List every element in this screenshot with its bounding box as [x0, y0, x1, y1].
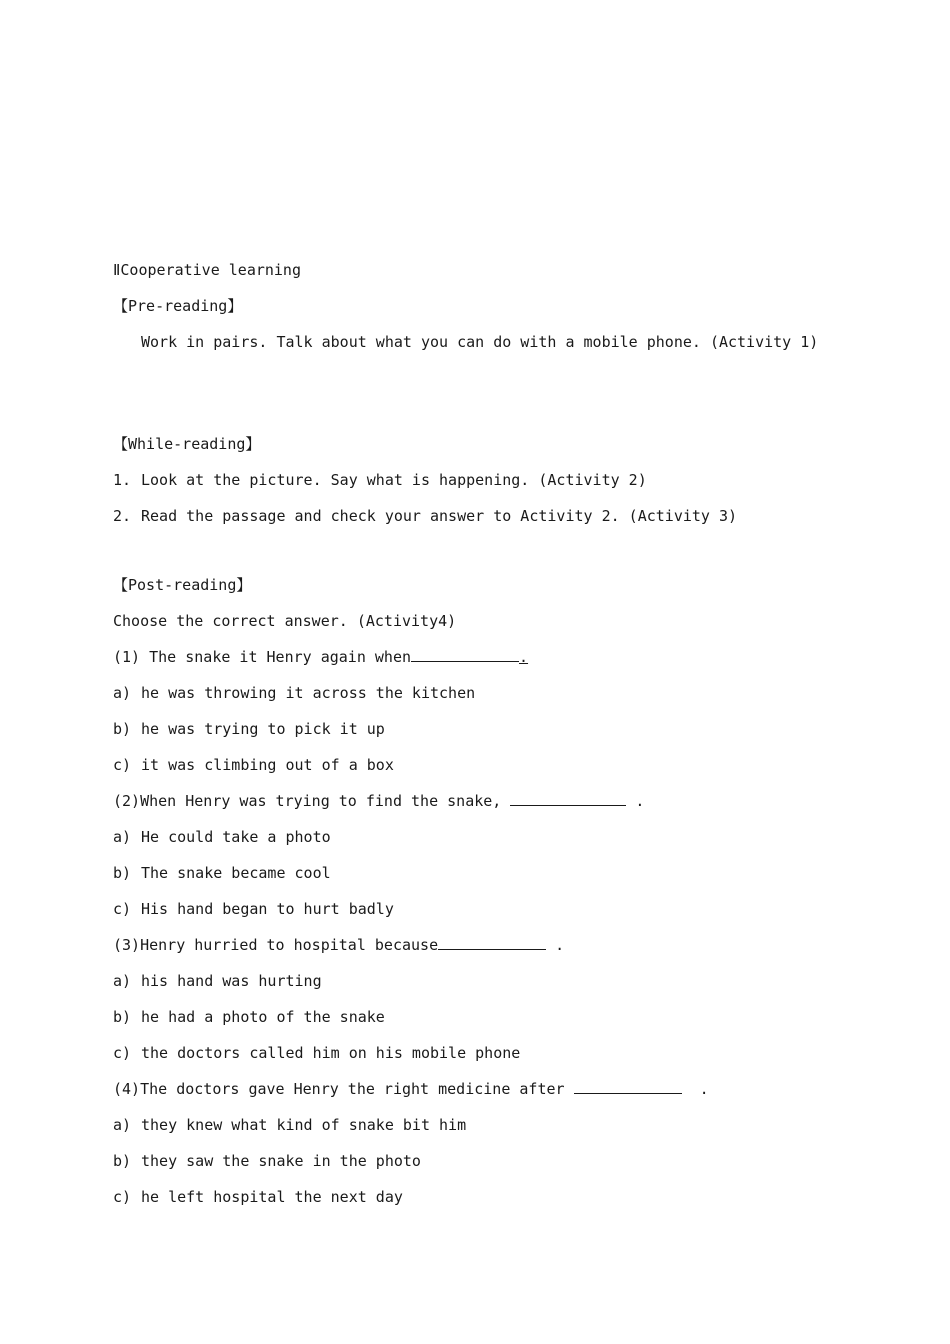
option-text: they knew what kind of snake bit him	[141, 1116, 467, 1134]
option-4a[interactable]	[113, 1115, 466, 1135]
option-text: he had a photo of the snake	[141, 1008, 385, 1026]
while-reading-heading: 【While-reading】	[113, 435, 261, 453]
option-2a[interactable]	[113, 827, 331, 847]
option-text: he was trying to pick it up	[141, 720, 385, 738]
option-letter: c)	[113, 1044, 132, 1062]
option-letter: b)	[113, 864, 132, 882]
option-text: they saw the snake in the photo	[141, 1152, 421, 1170]
question-2	[113, 791, 644, 811]
question-end: .	[681, 1080, 709, 1098]
option-4c[interactable]	[113, 1187, 403, 1207]
option-3c[interactable]	[113, 1043, 520, 1063]
question-1	[113, 647, 528, 667]
option-letter: c)	[113, 756, 132, 774]
question-end: .	[519, 648, 529, 666]
option-text: he was throwing it across the kitchen	[141, 684, 476, 702]
option-3a[interactable]	[113, 971, 322, 991]
option-1c[interactable]	[113, 755, 394, 775]
pre-reading-task: Work in pairs. Talk about what you can do with a mobile phone. (Activity 1)	[141, 333, 819, 351]
option-letter: c)	[113, 1188, 132, 1206]
option-text: the doctors called him on his mobile phone	[141, 1044, 521, 1062]
option-text: His hand began to hurt badly	[141, 900, 394, 918]
question-stem: (1) The snake it Henry again when	[113, 648, 412, 666]
option-text: he left hospital the next day	[141, 1188, 403, 1206]
option-4b[interactable]	[113, 1151, 421, 1171]
option-text: He could take a photo	[141, 828, 331, 846]
option-2b[interactable]	[113, 863, 331, 883]
post-reading-heading: 【Post-reading】	[113, 576, 252, 594]
item-text: Look at the picture. Say what is happening. (Activity 2)	[141, 471, 647, 489]
question-4	[113, 1079, 709, 1099]
question-stem: (4)The doctors gave Henry the right medicine after	[113, 1080, 574, 1098]
item-text: Read the passage and check your answer to Activity 2. (Activity 3)	[141, 507, 738, 525]
pre-reading-heading: 【Pre-reading】	[113, 297, 243, 315]
option-letter: b)	[113, 720, 132, 738]
question-stem: (3)Henry hurried to hospital because	[113, 936, 439, 954]
section-heading-cooperative-learning: ⅡCooperative learning	[113, 261, 301, 279]
item-number: 1.	[113, 471, 132, 489]
option-letter: b)	[113, 1008, 132, 1026]
answer-blank[interactable]	[510, 791, 626, 806]
option-letter: a)	[113, 1116, 132, 1134]
post-reading-instruction: Choose the correct answer. (Activity4)	[113, 612, 457, 630]
answer-blank[interactable]	[438, 935, 546, 950]
option-letter: a)	[113, 684, 132, 702]
option-1a[interactable]	[113, 683, 475, 703]
option-text: his hand was hurting	[141, 972, 322, 990]
option-text: it was climbing out of a box	[141, 756, 394, 774]
question-3	[113, 935, 564, 955]
item-number: 2.	[113, 507, 132, 525]
question-stem: (2)When Henry was trying to find the snake,	[113, 792, 511, 810]
option-text: The snake became cool	[141, 864, 331, 882]
option-letter: a)	[113, 972, 132, 990]
option-3b[interactable]	[113, 1007, 385, 1027]
answer-blank[interactable]	[574, 1079, 682, 1094]
answer-blank[interactable]	[411, 647, 519, 662]
option-2c[interactable]	[113, 899, 394, 919]
option-letter: a)	[113, 828, 132, 846]
option-letter: c)	[113, 900, 132, 918]
question-end: .	[626, 792, 645, 810]
question-end: .	[546, 936, 565, 954]
option-letter: b)	[113, 1152, 132, 1170]
option-1b[interactable]	[113, 719, 385, 739]
while-reading-item-2	[113, 506, 737, 526]
while-reading-item-1	[113, 470, 647, 490]
